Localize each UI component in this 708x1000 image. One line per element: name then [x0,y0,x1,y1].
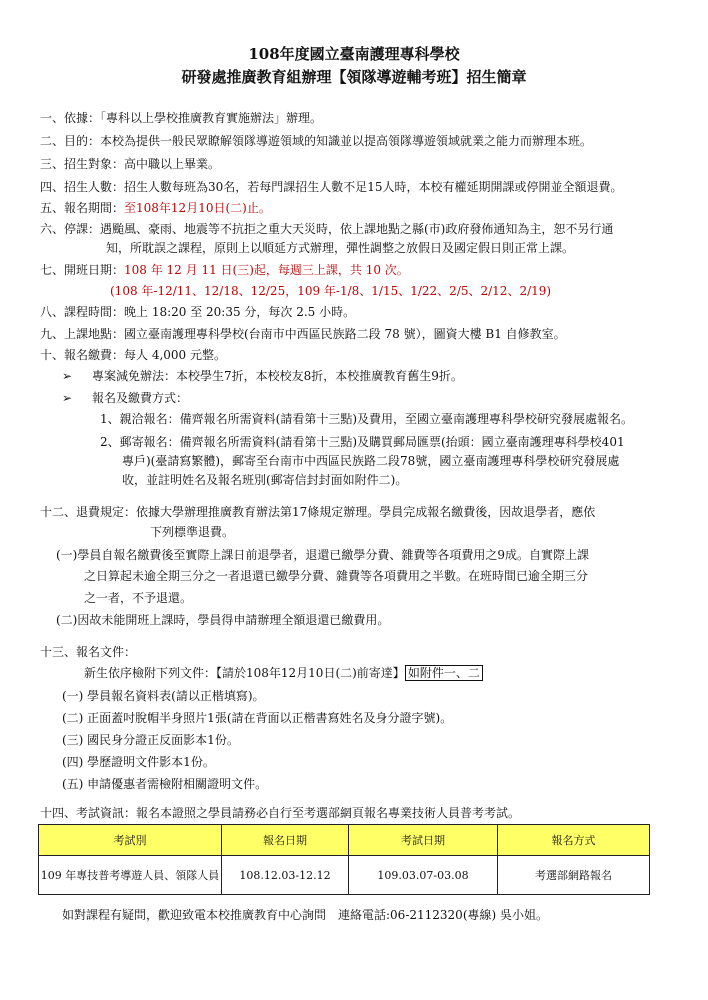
section-suspension-line2: 知，所耽誤之課程，原則上以順延方式辦理，彈性調整之放假日及國定假日則正常上課。 [106,241,575,255]
refund-rule-1-line1: (一)學員自報名繳費後至實際上課日前退學者，退還已繳學分費、雜費等各項費用之9成。自實際上課 [56,548,590,562]
payment-bullet: ➢ [62,391,73,405]
refund-rule-2: (二)因故未能開班上課時，學員得申請辦理全額退還已繳費用。 [56,613,390,627]
register-in-person: 1、親洽報名：備齊報名所需資料(請看第十三點)及費用，至國立臺南護理專科學校研究發展處報名。 [100,412,634,426]
register-by-mail-line1: 2、郵寄報名：備齊報名所需資料(請看第十三點)及購買郵局匯票(抬頭：國立臺南護理專科學校401 [100,435,625,449]
cell-exam-date: 109.03.07-03.08 [349,856,498,895]
section-purpose: 二、目的：本校為提供一般民眾瞭解領隊導遊領域的知識並以提高領隊導遊領域就業之能力而辦理本班。 [40,134,593,148]
header-registration-date: 報名日期 [222,825,349,856]
header-exam-type: 考試別 [39,825,222,856]
contact-footer: 如對課程有疑問，歡迎致電本校推廣教育中心詢問 連絡電話:06-2112320(專線) 吳小姐。 [62,908,548,922]
section-suspension-line1: 六、停課：遇颱風、豪雨、地震等不抗拒之重大天災時，依上課地點之縣(市)政府發佈通知為主，恕不另行通 [40,222,614,236]
section-exam-info: 十四、考試資訊：報名本證照之學員請務必自行至考選部網頁報名專業技術人員普考考試。 [40,806,521,820]
exam-table [38,824,650,895]
section-eligibility: 三、招生對象：高中職以上畢業。 [40,157,221,171]
cell-registration-method: 考選部網路報名 [498,856,650,895]
document-item: (五) 申請優惠者需檢附相關證明文件。 [62,777,268,791]
cell-exam-type: 109 年專技普考導遊人員、領隊人員 [39,856,222,895]
brochure-title: 研發處推廣教育組辦理【領隊導遊輔考班】招生簡章 [181,68,527,86]
class-start-schedule: 108 年 12 月 11 日(三)起，每週三上課，共 10 次。 [124,263,409,277]
payment-methods-heading: 報名及繳費方式： [92,391,189,405]
section-documents: 十三、報名文件： [40,645,137,659]
section-refund-line2: 下列標準退費。 [150,525,235,539]
documents-intro-text: 新生依序檢附下列文件：【請於108年12月10日(二)前寄達】 [84,666,405,680]
header-registration-method: 報名方式 [498,825,650,856]
refund-rule-1-line3: 之一者，不予退還。 [84,591,193,605]
school-title: 108年度國立臺南護理專科學校 [248,45,460,63]
register-by-mail-line3: 收，並註明姓名及報名班別(郵寄信封封面如附件二)。 [122,473,408,487]
discount-policy: 專案減免辦法：本校學生7折，本校校友8折，本校推廣教育舊生9折。 [92,369,463,383]
cell-registration-date: 108.12.03-12.12 [222,856,349,895]
document-item: (一) 學員報名資料表(請以正楷填寫)。 [62,689,265,703]
section-class-start [40,262,409,278]
discount-bullet: ➢ [62,369,73,383]
table-row [39,856,650,895]
documents-intro [84,665,483,681]
refund-rule-1-line2: 之日算起未逾全期三分之一者退還已繳學分費、雜費等各項費用之半數。在班時間已逾全期三分 [84,569,589,583]
class-dates: (108 年-12/11、12/18、12/25，109 年-1/8、1/15、1/22、2/5、2/12、2/19) [110,284,552,298]
header-exam-date: 考試日期 [349,825,498,856]
exam-table-header-row [39,825,650,856]
section-registration-period [40,200,271,216]
attachment-note: 如附件一、二 [405,665,483,681]
section-fee: 十、報名繳費：每人 4,000 元整。 [40,348,226,362]
section-refund-line1: 十二、退費規定：依據大學辦理推廣教育辦法第17條規定辦理。學員完成報名繳費後，因故退學者，應依 [40,505,596,519]
section-enrollment: 四、招生人數：招生人數每班為30名，若每門課招生人數不足15人時，本校有權延期開課或停開並全額退費。 [40,180,623,194]
registration-period-label: 五、報名期間： [40,201,125,215]
register-by-mail-line2: 專戶)(臺請寫繁體)，郵寄至台南市中西區民族路二段78號，國立臺南護理專科學校研究發展處 [122,454,620,468]
document-item: (二) 正面蓋吋脫帽半身照片1張(請在背面以正楷書寫姓名及身分證字號)。 [62,711,453,725]
registration-period-deadline: 至108年12月10日(二)止。 [124,201,271,215]
class-start-label: 七、開班日期： [40,263,125,277]
document-item: (三) 國民身分證正反面影本1份。 [62,733,239,747]
section-basis: 一、依據：「專科以上學校推廣教育實施辦法」辦理。 [40,111,323,125]
section-location: 九、上課地點：國立臺南護理專科學校(台南市中西區民族路二段 78 號），圖資大樓 B1 自修教室。 [40,327,566,341]
section-class-time: 八、課程時間：晚上 18:20 至 20:35 分，每次 2.5 小時。 [40,305,356,319]
document-item: (四) 學歷證明文件影本1份。 [62,755,215,769]
